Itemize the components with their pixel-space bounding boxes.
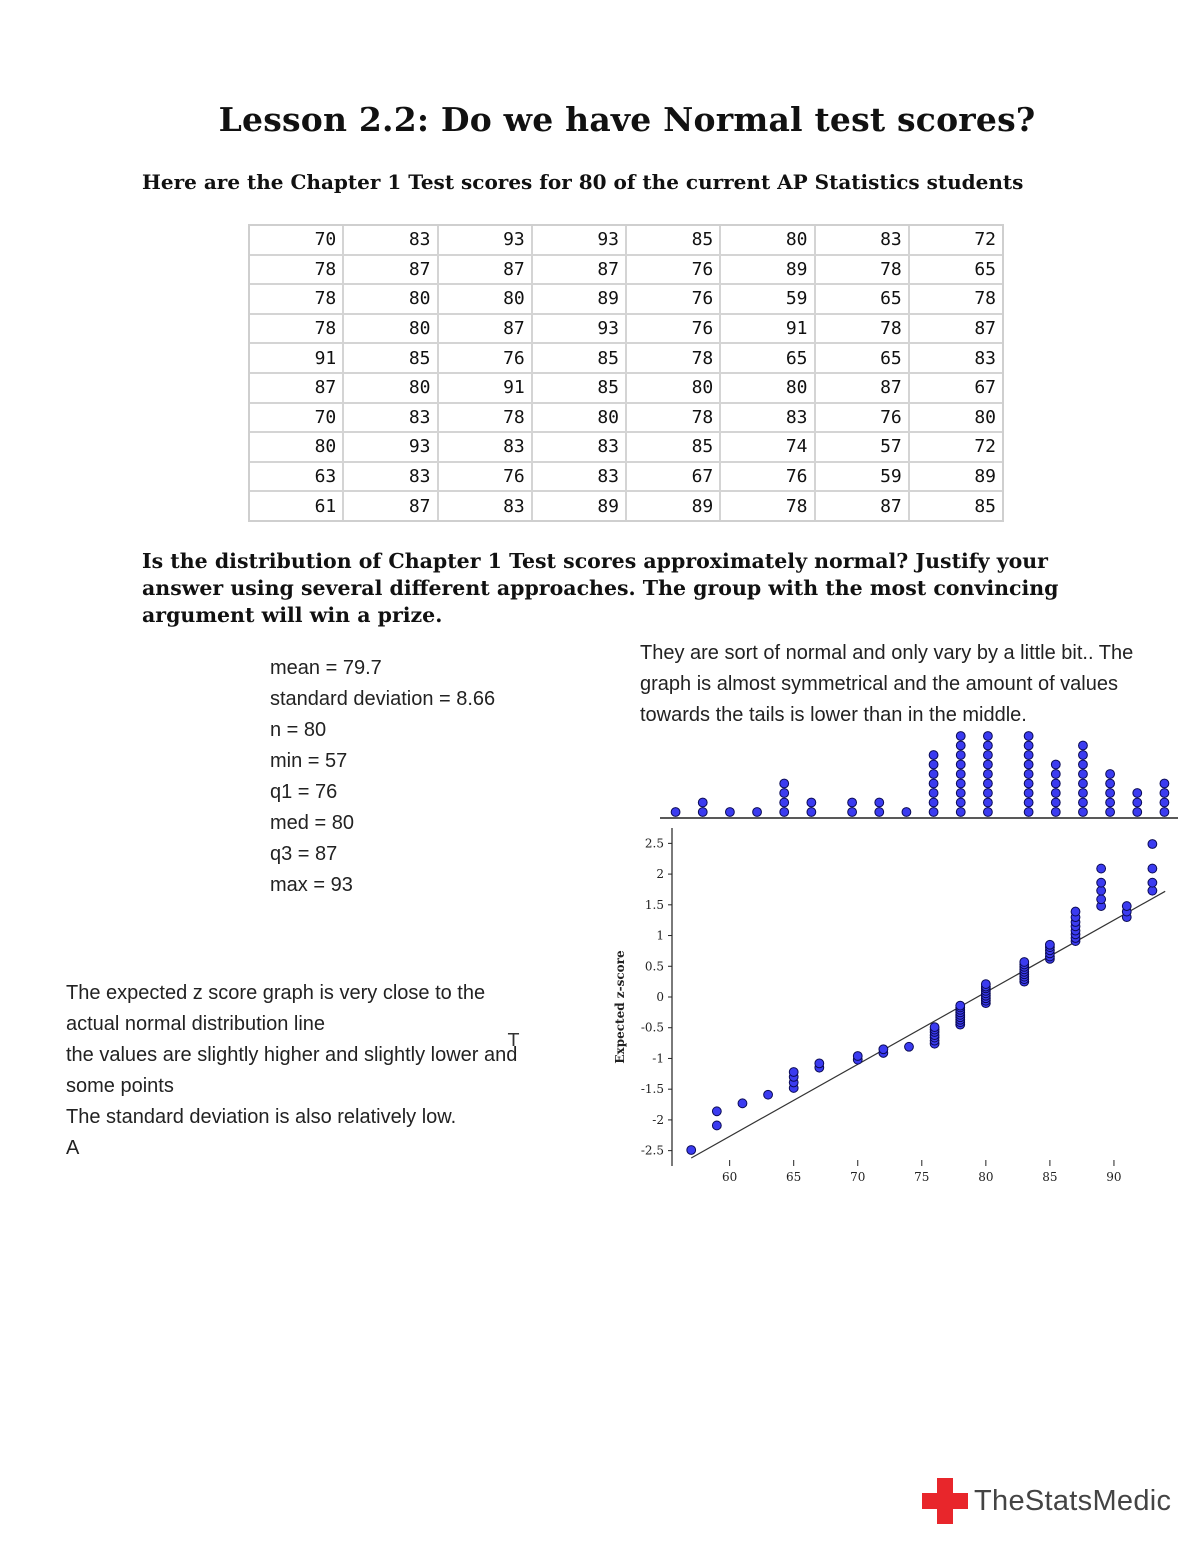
plot-point [1020, 958, 1029, 967]
table-cell: 85 [533, 344, 627, 374]
table-cell: 85 [533, 374, 627, 404]
question-text: Is the distribution of Chapter 1 Test scores approximately normal? Justify your answer using several different approaches. The group with the most convincing argument will win a prize. [142, 549, 1059, 627]
table-cell: 89 [533, 285, 627, 315]
conclusion-line: the values are slightly higher and slightly lower and [66, 1044, 518, 1066]
table-cell: 65 [816, 344, 910, 374]
dotplot-dot [1160, 789, 1169, 798]
table-cell: 87 [344, 492, 438, 520]
table-cell: 87 [910, 315, 1002, 345]
dotplot-dot [1133, 808, 1142, 817]
table-cell: 61 [250, 492, 344, 520]
table-cell: 85 [627, 226, 721, 256]
dotplot-dot [983, 751, 992, 760]
dotplot-dot [875, 808, 884, 817]
table-cell: 91 [250, 344, 344, 374]
y-tick-label: 0.5 [644, 959, 664, 974]
table-cell: 80 [533, 404, 627, 434]
dotplot-dot [1079, 751, 1088, 760]
table-cell: 87 [533, 256, 627, 286]
dotplot-dot [1051, 789, 1060, 798]
table-cell: 72 [910, 226, 1002, 256]
dotplot-dot [956, 779, 965, 788]
conclusion-line: actual normal distribution line [66, 1013, 326, 1035]
reference-line [691, 891, 1165, 1158]
conclusion-line: The standard deviation is also relatively low. [66, 1106, 457, 1128]
table-cell: 83 [910, 344, 1002, 374]
y-tick-label: -1.5 [640, 1082, 664, 1097]
table-cell: 83 [533, 463, 627, 493]
table-row [250, 285, 1002, 315]
y-tick-label: 1 [656, 928, 664, 943]
table-cell: 80 [344, 285, 438, 315]
dotplot-dot [983, 798, 992, 807]
dotplot-dot [698, 798, 707, 807]
brand-logo [922, 1478, 1171, 1524]
dotplot-dot [956, 770, 965, 779]
dotplot-dot [1051, 760, 1060, 769]
dotplot-dot [956, 741, 965, 750]
dotplot-dot [1024, 770, 1033, 779]
stat-q3: q3 = 87 [270, 843, 338, 865]
table-row [250, 374, 1002, 404]
dotplot [660, 732, 1178, 818]
logo-text: TheStatsMedic [974, 1484, 1172, 1517]
table-cell: 80 [250, 433, 344, 463]
table-cell: 83 [816, 226, 910, 256]
table-cell: 87 [344, 256, 438, 286]
table-cell: 80 [439, 285, 533, 315]
table-cell: 78 [816, 256, 910, 286]
plot-point [1148, 840, 1157, 849]
table-cell: 76 [721, 463, 815, 493]
plot-point [1097, 886, 1106, 895]
table-cell: 57 [816, 433, 910, 463]
plot-point [764, 1090, 773, 1099]
conclusion-line: some points [66, 1075, 174, 1097]
table-cell: 93 [533, 315, 627, 345]
x-tick-label: 90 [1106, 1170, 1122, 1184]
dotplot-dot [780, 789, 789, 798]
stat-median: med = 80 [270, 812, 354, 834]
dotplot-dot [983, 779, 992, 788]
table-cell: 85 [344, 344, 438, 374]
table-cell: 59 [816, 463, 910, 493]
y-tick-label: 2 [656, 867, 664, 882]
dotplot-dot [983, 808, 992, 817]
dotplot-dot [1160, 808, 1169, 817]
table-cell: 70 [250, 226, 344, 256]
dotplot-dot [983, 770, 992, 779]
y-tick-label: 0 [656, 990, 664, 1004]
table-cell: 78 [250, 256, 344, 286]
dotplot-dot [1079, 779, 1088, 788]
table-cell: 76 [439, 463, 533, 493]
normal-probability-plot [613, 828, 1165, 1184]
table-cell: 80 [721, 226, 815, 256]
dotplot-dot [780, 798, 789, 807]
dotplot-dot [956, 760, 965, 769]
dotplot-dot [671, 808, 680, 817]
dotplot-dot [848, 808, 857, 817]
table-row [250, 344, 1002, 374]
table-cell: 87 [439, 315, 533, 345]
table-cell: 76 [439, 344, 533, 374]
table-cell: 74 [721, 433, 815, 463]
dotplot-dot [983, 741, 992, 750]
dotplot-dot [983, 760, 992, 769]
dotplot-dot [1024, 798, 1033, 807]
dotplot-dot [1079, 770, 1088, 779]
table-cell: 65 [910, 256, 1002, 286]
plot-point [712, 1107, 721, 1116]
table-cell: 93 [533, 226, 627, 256]
y-tick-label: -1 [652, 1051, 664, 1066]
dotplot-dot [929, 770, 938, 779]
table-cell: 91 [439, 374, 533, 404]
dotplot-dot [956, 808, 965, 817]
table-cell: 76 [627, 285, 721, 315]
table-cell: 85 [627, 433, 721, 463]
dotplot-dot [1133, 789, 1142, 798]
table-cell: 63 [250, 463, 344, 493]
dotplot-dot [1051, 770, 1060, 779]
stat-q1: q1 = 76 [270, 781, 338, 803]
table-row [250, 492, 1002, 520]
dotplot-dot [1106, 798, 1115, 807]
table-cell: 80 [344, 374, 438, 404]
table-cell: 78 [627, 404, 721, 434]
plot-point [1097, 895, 1106, 904]
table-cell: 78 [250, 315, 344, 345]
table-row [250, 433, 1002, 463]
dotplot-dot [780, 808, 789, 817]
dotplot-dot [1024, 779, 1033, 788]
table-cell: 87 [250, 374, 344, 404]
dotplot-dot [983, 732, 992, 741]
table-cell: 83 [344, 463, 438, 493]
dotplot-dot [1024, 751, 1033, 760]
conclusion-line: A [66, 1137, 80, 1159]
y-tick-label: -2.5 [640, 1143, 664, 1158]
dotplot-dot [929, 789, 938, 798]
dotplot-dot [1024, 760, 1033, 769]
table-cell: 65 [721, 344, 815, 374]
x-tick-label: 85 [1042, 1170, 1058, 1184]
table-row [250, 226, 1002, 256]
dotplot-dot [780, 779, 789, 788]
plot-point [687, 1146, 696, 1155]
dotplot-dot [1106, 808, 1115, 817]
dotplot-dot [1160, 798, 1169, 807]
table-cell: 76 [627, 256, 721, 286]
table-cell: 59 [721, 285, 815, 315]
dotplot-dot [875, 798, 884, 807]
plot-point [1071, 907, 1080, 916]
dotplot-dot [1079, 760, 1088, 769]
table-cell: 93 [344, 433, 438, 463]
plot-point [879, 1045, 888, 1054]
table-cell: 83 [344, 404, 438, 434]
plot-point [1148, 878, 1157, 887]
dotplot-dot [1024, 808, 1033, 817]
summary-stats [270, 653, 495, 901]
plot-point [1097, 878, 1106, 887]
table-row [250, 256, 1002, 286]
table-row [250, 463, 1002, 493]
plot-point [789, 1068, 798, 1077]
plot-point [1122, 902, 1131, 911]
dotplot-dot [848, 798, 857, 807]
conclusion-text [66, 978, 546, 1164]
y-tick-label: 1.5 [644, 897, 664, 912]
dotplot-dot [1051, 808, 1060, 817]
table-row [250, 404, 1002, 434]
table-cell: 93 [439, 226, 533, 256]
plot-point [712, 1121, 721, 1130]
dotplot-dot [929, 808, 938, 817]
table-cell: 80 [721, 374, 815, 404]
conclusion-line: The expected z score graph is very close to the [66, 982, 486, 1004]
table-cell: 65 [816, 285, 910, 315]
table-cell: 67 [627, 463, 721, 493]
text-cursor-icon: T [508, 1030, 519, 1051]
dotplot-dot [1079, 789, 1088, 798]
y-tick-label: -0.5 [640, 1020, 664, 1035]
shape-comment: They are sort of normal and only vary by a little bit.. The graph is almost symmetrical and the amount of values towards the tails is lower than in the middle. [640, 642, 1134, 726]
table-cell: 87 [816, 492, 910, 520]
x-tick-label: 70 [850, 1170, 866, 1184]
dotplot-dot [929, 779, 938, 788]
y-tick-label: 2.5 [644, 836, 664, 851]
table-cell: 91 [721, 315, 815, 345]
table-cell: 83 [344, 226, 438, 256]
table-cell: 76 [816, 404, 910, 434]
x-tick-label: 65 [786, 1170, 802, 1184]
table-cell: 78 [250, 285, 344, 315]
table-cell: 83 [439, 492, 533, 520]
dotplot-dot [929, 760, 938, 769]
plot-point [1045, 940, 1054, 949]
x-tick-label: 80 [978, 1170, 994, 1184]
plot-point [853, 1052, 862, 1061]
plot-point [1148, 886, 1157, 895]
x-tick-label: 60 [722, 1170, 738, 1184]
dotplot-dot [1106, 789, 1115, 798]
table-cell: 83 [439, 433, 533, 463]
table-cell: 83 [533, 433, 627, 463]
dotplot-dot [698, 808, 707, 817]
scores-table [248, 224, 1004, 522]
dotplot-dot [1133, 798, 1142, 807]
table-cell: 78 [439, 404, 533, 434]
dotplot-dot [956, 798, 965, 807]
table-cell: 70 [250, 404, 344, 434]
dotplot-dot [983, 789, 992, 798]
table-cell: 67 [910, 374, 1002, 404]
y-axis-label: Expected z-score [613, 950, 627, 1064]
table-cell: 78 [721, 492, 815, 520]
plot-point [930, 1023, 939, 1032]
table-cell: 80 [910, 404, 1002, 434]
plot-point [1148, 864, 1157, 873]
table-cell: 78 [910, 285, 1002, 315]
table-cell: 80 [344, 315, 438, 345]
stat-max: max = 93 [270, 874, 353, 896]
dotplot-dot [1024, 732, 1033, 741]
table-cell: 72 [910, 433, 1002, 463]
table-cell: 89 [533, 492, 627, 520]
dotplot-dot [1079, 808, 1088, 817]
page-title: Lesson 2.2: Do we have Normal test scores? [218, 100, 1036, 139]
intro-text: Here are the Chapter 1 Test scores for 80 of the current AP Statistics students [142, 170, 1024, 194]
dotplot-dot [1024, 789, 1033, 798]
dotplot-dot [956, 732, 965, 741]
plot-point [956, 1001, 965, 1010]
plot-point [738, 1099, 747, 1108]
table-cell: 89 [627, 492, 721, 520]
dotplot-dot [956, 789, 965, 798]
stat-n: n = 80 [270, 719, 327, 741]
table-cell: 78 [627, 344, 721, 374]
table-cell: 76 [627, 315, 721, 345]
x-tick-label: 75 [914, 1170, 930, 1184]
dotplot-dot [929, 751, 938, 760]
table-cell: 80 [627, 374, 721, 404]
dotplot-dot [956, 751, 965, 760]
dotplot-dot [1079, 798, 1088, 807]
red-cross-icon [922, 1478, 968, 1524]
table-cell: 89 [721, 256, 815, 286]
dotplot-dot [902, 808, 911, 817]
dotplot-dot [807, 798, 816, 807]
dotplot-dot [1079, 741, 1088, 750]
plot-point [1097, 864, 1106, 873]
stat-mean: mean = 79.7 [270, 657, 382, 679]
plots-area [600, 720, 1180, 1190]
table-row [250, 315, 1002, 345]
plot-point [905, 1042, 914, 1051]
table-cell: 87 [439, 256, 533, 286]
dotplot-dot [1106, 779, 1115, 788]
stat-sd: standard deviation = 8.66 [270, 688, 496, 710]
table-cell: 87 [816, 374, 910, 404]
table-cell: 89 [910, 463, 1002, 493]
stat-min: min = 57 [270, 750, 348, 772]
dotplot-dot [929, 798, 938, 807]
dotplot-dot [753, 808, 762, 817]
dotplot-dot [1024, 741, 1033, 750]
dotplot-dot [1106, 770, 1115, 779]
y-tick-label: -2 [652, 1112, 664, 1127]
table-cell: 83 [721, 404, 815, 434]
dotplot-dot [807, 808, 816, 817]
table-cell: 85 [974, 495, 996, 517]
plot-point [815, 1059, 824, 1068]
table-cell: 78 [816, 315, 910, 345]
dotplot-dot [1051, 798, 1060, 807]
dotplot-dot [1160, 779, 1169, 788]
plot-point [981, 980, 990, 989]
dotplot-dot [1051, 779, 1060, 788]
dotplot-dot [725, 808, 734, 817]
